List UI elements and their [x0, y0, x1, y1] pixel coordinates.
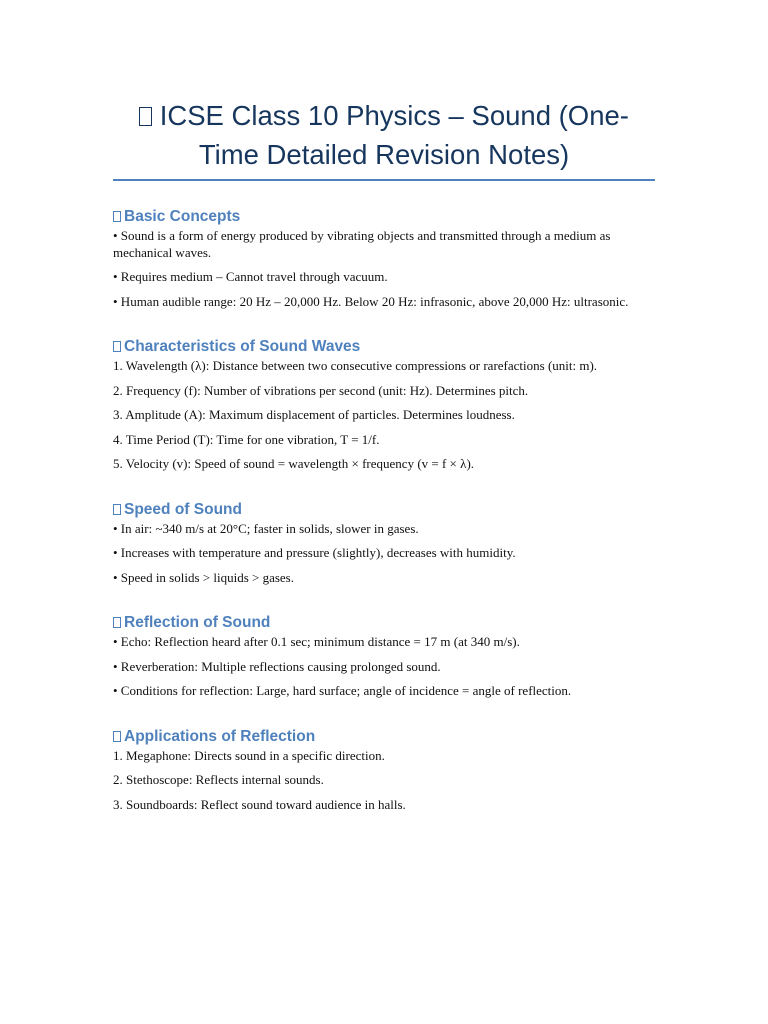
list-item: 2. Stethoscope: Reflects internal sounds. — [113, 772, 324, 787]
section-heading-text: Speed of Sound — [124, 500, 242, 518]
list-item: • Speed in solids > liquids > gases. — [113, 569, 294, 585]
list-item: • Conditions for reflection: Large, hard surface; angle of incidence = angle of reflection. — [113, 683, 572, 698]
unknown-glyph-icon — [113, 617, 121, 628]
list-item: 3. Soundboards: Reflect sound toward audience in halls. — [113, 796, 406, 812]
section-basic-concepts — [113, 207, 655, 310]
section-applications — [113, 727, 655, 814]
unknown-glyph-icon — [113, 211, 121, 222]
unknown-glyph-icon — [139, 107, 152, 126]
section-speed-of-sound — [113, 500, 655, 587]
list-item: • Human audible range: 20 Hz – 20,000 Hz. Below 20 Hz: infrasonic, above 20,000 Hz: ultrasonic. — [113, 293, 629, 309]
list-item: • In air: ~340 m/s at 20°C; faster in solids, slower in gases. — [113, 520, 419, 536]
list-item: 2. Frequency (f): Number of vibrations per second (unit: Hz). Determines pitch. — [113, 382, 529, 398]
section-characteristics — [113, 337, 655, 473]
section-heading — [113, 337, 655, 356]
unknown-glyph-icon — [113, 341, 121, 352]
list-item: 4. Time Period (T): Time for one vibration, T = 1/f. — [113, 431, 380, 447]
list-item: 5. Velocity (v): Speed of sound = wavelength × frequency (v = f × λ). — [113, 456, 475, 471]
section-heading — [113, 727, 655, 746]
section-heading-text: Reflection of Sound — [124, 614, 271, 631]
list-item: 3. Amplitude (A): Maximum displacement of particles. Determines loudness. — [113, 407, 515, 422]
list-item: • Increases with temperature and pressure (slightly), decreases with humidity. — [113, 545, 516, 560]
section-heading-text: Basic Concepts — [124, 208, 241, 225]
section-heading — [113, 500, 655, 519]
unknown-glyph-icon — [113, 731, 121, 742]
list-item: 1. Megaphone: Directs sound in a specific direction. — [113, 747, 385, 763]
section-heading — [113, 613, 655, 632]
section-heading-text: Applications of Reflection — [124, 727, 316, 745]
page-title — [113, 96, 655, 174]
list-item: 1. Wavelength (λ): Distance between two consecutive compressions or rarefactions (unit: m). — [113, 358, 598, 373]
title-underline — [113, 179, 655, 181]
list-item: • Requires medium – Cannot travel through vacuum. — [113, 269, 388, 284]
document-body — [113, 207, 655, 813]
unknown-glyph-icon — [113, 504, 121, 515]
page-title-text: ICSE Class 10 Physics – Sound (One-Time Detailed Revision Notes) — [159, 100, 629, 170]
section-heading-text: Characteristics of Sound Waves — [124, 338, 361, 355]
list-item: • Echo: Reflection heard after 0.1 sec; minimum distance = 17 m (at 340 m/s). — [113, 634, 520, 649]
section-reflection — [113, 613, 655, 700]
list-item: • Reverberation: Multiple reflections causing prolonged sound. — [113, 658, 441, 674]
section-heading — [113, 207, 655, 226]
list-item: • Sound is a form of energy produced by vibrating objects and transmitted through a medium as mechanical waves. — [113, 228, 611, 260]
